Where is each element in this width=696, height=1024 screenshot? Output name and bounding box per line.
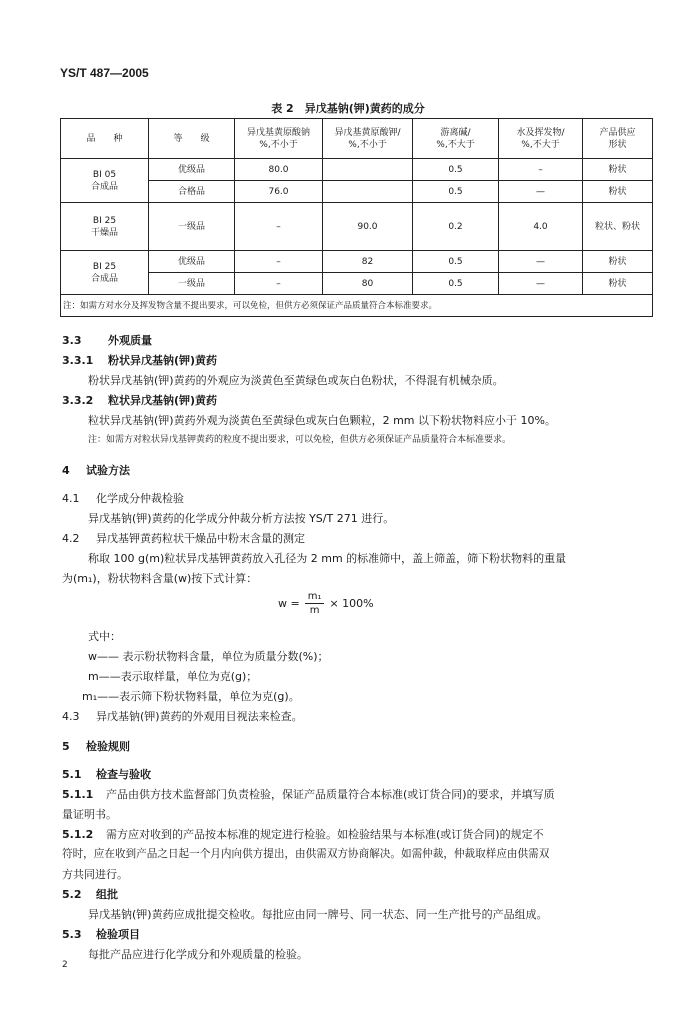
value-cell: – bbox=[235, 203, 323, 251]
formula-numerator: m₁ bbox=[305, 590, 325, 604]
standard-number: YS/T 487—2005 bbox=[60, 66, 149, 80]
value-cell: 82 bbox=[323, 251, 413, 273]
header-cell: 异戊基黄原酸钠 %,不小于 bbox=[235, 119, 323, 159]
value-cell: 粉状 bbox=[583, 251, 653, 273]
section-5-heading: 5 检验规则 bbox=[62, 740, 130, 753]
section-5-1-2-line-1: 5.1.2 需方应对收到的产品按本标准的规定进行检验。如检验结果与本标准(或订货合同)的规定不 bbox=[62, 828, 544, 841]
section-3-3-1-text: 粉状异戊基钠(钾)黄药的外观应为淡黄色至黄绿色或灰白色粉状，不得混有机械杂质。 bbox=[88, 374, 504, 387]
formula-fraction bbox=[305, 590, 325, 617]
header-cell: 异戊基黄原酸钾/ %,不小于 bbox=[323, 119, 413, 159]
composition-table bbox=[60, 118, 653, 317]
section-5-2-text: 异戊基钠(钾)黄药应成批提交检收。每批应由同一牌号、同一状态、同一生产批号的产品组成。 bbox=[88, 908, 548, 921]
header-cell: 产品供应 形状 bbox=[583, 119, 653, 159]
section-4-heading: 4 试验方法 bbox=[62, 464, 130, 477]
formula-lhs: w = bbox=[278, 597, 300, 610]
value-cell: 4.0 bbox=[499, 203, 583, 251]
section-4-3: 4.3 异戊基钠(钾)黄药的外观用目视法来检查。 bbox=[62, 710, 303, 723]
section-5-1-2-line-3: 方共同进行。 bbox=[62, 868, 128, 881]
table-row bbox=[61, 203, 653, 251]
header-cell: 游离碱/ %,不大于 bbox=[413, 119, 499, 159]
header-cell: 品 种 bbox=[61, 119, 149, 159]
value-cell: 0.5 bbox=[413, 273, 499, 295]
table-caption: 表 2 异戊基钠(钾)黄药的成分 bbox=[271, 102, 425, 115]
section-5-3-heading: 5.3 检验项目 bbox=[62, 928, 140, 941]
section-5-1-2-line-2: 符时，应在收到产品之日起一个月内向供方提出，由供需双方协商解决。如需仲裁，仲裁取样应由供需双 bbox=[62, 848, 550, 860]
value-cell: 粉状 bbox=[583, 273, 653, 295]
grade-cell: 合格品 bbox=[149, 181, 235, 203]
def-w: w—— 表示粉状物料含量，单位为质量分数(%)； bbox=[88, 650, 329, 663]
table-note: 注：如需方对水分及挥发物含量不提出要求，可以免检，但供方必须保证产品质量符合本标准要求。 bbox=[61, 295, 653, 317]
value-cell: 粉状 bbox=[583, 159, 653, 181]
product-cell: BI 25 合成品 bbox=[61, 251, 149, 295]
grade-cell: 优级品 bbox=[149, 159, 235, 181]
formula bbox=[278, 590, 374, 617]
section-5-1-1-line-1: 5.1.1 产品由供方技术监督部门负责检验，保证产品质量符合本标准(或订货合同)的要求，并填写质 bbox=[62, 788, 555, 801]
value-cell: — bbox=[499, 251, 583, 273]
grade-cell: 优级品 bbox=[149, 251, 235, 273]
page-number: 2 bbox=[62, 960, 68, 970]
value-cell: 0.5 bbox=[413, 159, 499, 181]
value-cell: 0.5 bbox=[413, 251, 499, 273]
section-3-3-1-heading: 3.3.1 粉状异戊基钠(钾)黄药 bbox=[62, 354, 218, 367]
section-4-1-text: 异戊基钠(钾)黄药的化学成分仲裁分析方法按 YS/T 271 进行。 bbox=[88, 512, 395, 525]
section-3-3-heading: 3.3 外观质量 bbox=[62, 334, 152, 347]
def-m: m——表示取样量，单位为克(g)； bbox=[88, 670, 258, 683]
product-cell: BI 25 干燥品 bbox=[61, 203, 149, 251]
formula-denominator: m bbox=[309, 605, 320, 616]
value-cell: — bbox=[499, 273, 583, 295]
formula-rhs: × 100% bbox=[329, 597, 374, 610]
def-m1: m₁——表示筛下粉状物料量，单位为克(g)。 bbox=[82, 690, 300, 703]
value-cell bbox=[323, 159, 413, 181]
section-5-2-heading: 5.2 组批 bbox=[62, 888, 118, 901]
section-5-1-heading: 5.1 检查与验收 bbox=[62, 768, 151, 781]
value-cell: 90.0 bbox=[323, 203, 413, 251]
value-cell: 80 bbox=[323, 273, 413, 295]
section-4-2-text-1: 称取 100 g(m)粒状异戊基钾黄药放入孔径为 2 mm 的标准筛中，盖上筛盖，筛下粉状物料的重量 bbox=[88, 552, 567, 565]
grade-cell: 一级品 bbox=[149, 203, 235, 251]
table-row bbox=[61, 181, 653, 203]
table-header-row bbox=[61, 119, 653, 159]
value-cell: 粒状、粉状 bbox=[583, 203, 653, 251]
value-cell: – bbox=[235, 251, 323, 273]
value-cell: 0.2 bbox=[413, 203, 499, 251]
formula-where: 式中： bbox=[88, 630, 121, 643]
section-3-3-2-text: 粒状异戊基钠(钾)黄药外观为淡黄色至黄绿色或灰白色颗粒，2 mm 以下粉状物料应小于 10%。 bbox=[88, 414, 556, 427]
section-3-3-2-heading: 3.3.2 粒状异戊基钠(钾)黄药 bbox=[62, 394, 218, 407]
header-cell: 等 级 bbox=[149, 119, 235, 159]
value-cell bbox=[323, 181, 413, 203]
section-4-2-heading: 4.2 异戊基钾黄药粒状干燥品中粉末含量的测定 bbox=[62, 532, 305, 545]
value-cell: 76.0 bbox=[235, 181, 323, 203]
value-cell: – bbox=[499, 159, 583, 181]
table-note-row bbox=[61, 295, 653, 317]
section-5-1-1-line-2: 量证明书。 bbox=[62, 808, 117, 821]
section-3-3-2-note: 注：如需方对粒状异戊基钾黄药的粒度不提出要求，可以免检，但供方必须保证产品质量符合本标准要求。 bbox=[88, 435, 512, 445]
header-cell: 水及挥发物/ %,不大于 bbox=[499, 119, 583, 159]
section-4-1-heading: 4.1 化学成分仲裁检验 bbox=[62, 492, 184, 505]
grade-cell: 一级品 bbox=[149, 273, 235, 295]
product-cell: BI 05 合成品 bbox=[61, 159, 149, 203]
table-row bbox=[61, 273, 653, 295]
section-4-2-text-2: 为(m₁)，粉状物料含量(w)按下式计算： bbox=[62, 572, 258, 585]
value-cell: 粉状 bbox=[583, 181, 653, 203]
value-cell: 0.5 bbox=[413, 181, 499, 203]
value-cell: – bbox=[235, 273, 323, 295]
section-5-3-text: 每批产品应进行化学成分和外观质量的检验。 bbox=[88, 948, 308, 961]
value-cell: 80.0 bbox=[235, 159, 323, 181]
table-row bbox=[61, 251, 653, 273]
value-cell: — bbox=[499, 181, 583, 203]
table-row bbox=[61, 159, 653, 181]
